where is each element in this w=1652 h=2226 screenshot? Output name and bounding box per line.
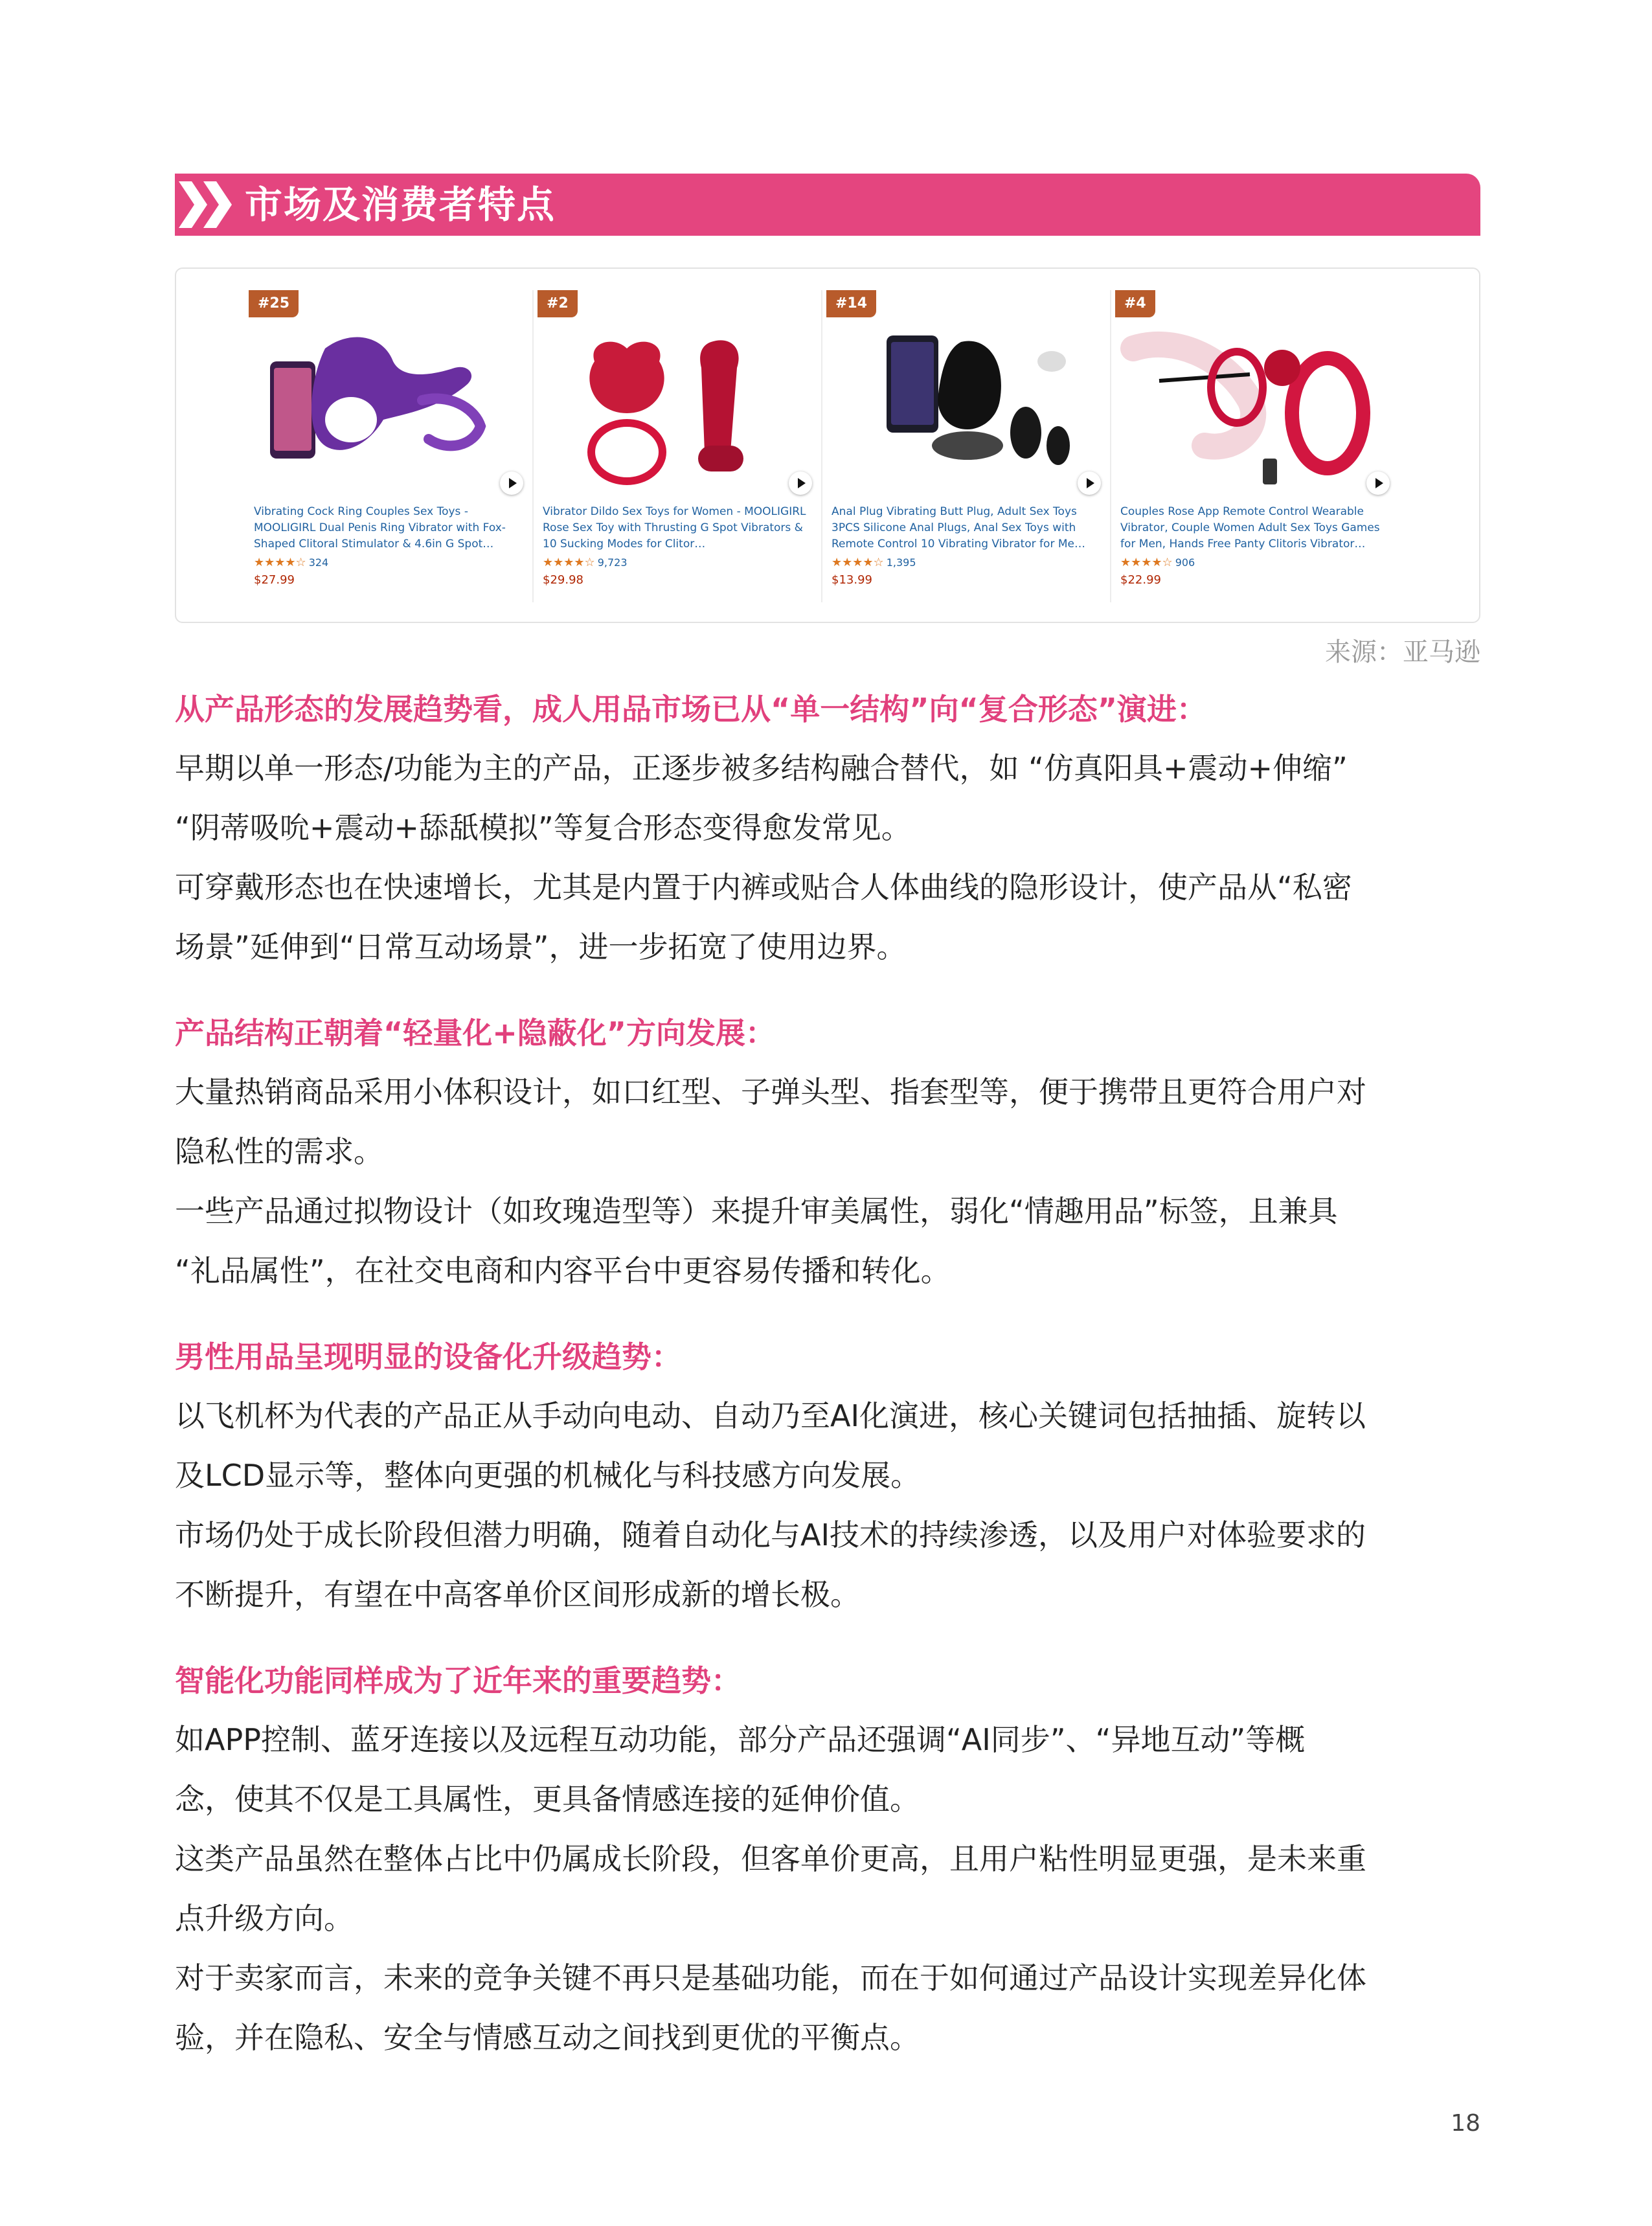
play-button[interactable] xyxy=(1366,471,1390,495)
product-title-link[interactable]: Vibrator Dildo Sex Toys for Women - MOOLIGIRL Rose Sex Toy with Thrusting G Spot Vibrators & 10 Sucking Modes for Clitor… xyxy=(543,505,806,551)
section-heading: 智能化功能同样成为了近年来的重要趋势： xyxy=(175,1663,741,1698)
paragraph-line: “礼品属性”，在社交电商和内容平台中更容易传播和转化。 xyxy=(175,1253,951,1288)
play-button[interactable] xyxy=(1078,471,1101,495)
product-card[interactable] xyxy=(536,290,822,602)
paragraph-line: 对于卖家而言，未来的竞争关键不再只是基础功能，而在于如何通过产品设计实现差异化体 xyxy=(175,1960,1366,1995)
product-title-link[interactable]: Vibrating Cock Ring Couples Sex Toys - MOOLIGIRL Dual Penis Ring Vibrator with Fox-Shaped Clitoral Stimulator & 4.6in G Spot… xyxy=(254,505,506,551)
play-button[interactable] xyxy=(500,471,523,495)
product-title-link[interactable]: Anal Plug Vibrating Butt Plug, Adult Sex Toys 3PCS Silicone Anal Plugs, Anal Sex Toys with Remote Control 10 Vibrating Vibrator for Me… xyxy=(832,505,1085,551)
paragraph-line: 验，并在隐私、安全与情感互动之间找到更优的平衡点。 xyxy=(175,2020,920,2055)
product-card[interactable] xyxy=(1114,290,1399,602)
product-price: $13.99 xyxy=(832,573,872,587)
paragraph-line: 场景”延伸到“日常互动场景”，进一步拓宽了使用边界。 xyxy=(175,929,907,964)
star-rating: ★★★★☆ 9,723 xyxy=(543,556,628,569)
section-smart-features xyxy=(175,1652,1483,2067)
star-rating: ★★★★☆ 1,395 xyxy=(832,556,916,569)
section-product-form xyxy=(175,680,1483,977)
section-heading: 产品结构正朝着“轻量化+隐蔽化”方向发展： xyxy=(175,1016,776,1051)
review-count[interactable]: 324 xyxy=(308,556,329,569)
section-header-bar xyxy=(175,174,1480,236)
paragraph-line: 点升级方向。 xyxy=(175,1901,354,1936)
red-rose-toy-image xyxy=(543,323,815,496)
paragraph-line: 不断提升，有望在中高客单价区间形成新的增长极。 xyxy=(175,1577,860,1612)
black-plug-set-image xyxy=(832,323,1103,496)
section-heading: 男性用品呈现明显的设备化升级趋势： xyxy=(175,1339,681,1374)
chevron-right-icon xyxy=(199,174,241,236)
section-heading: 从产品形态的发展趋势看，成人用品市场已从“单一结构”向“复合形态”演进： xyxy=(175,692,1206,727)
paragraph-line: 可穿戴形态也在快速增长，尤其是内置于内裤或贴合人体曲线的隐形设计，使产品从“私密 xyxy=(175,870,1352,905)
paragraph-line: 如APP控制、蓝牙连接以及远程互动功能，部分产品还强调“AI同步”、“异地互动”等概 xyxy=(175,1722,1306,1757)
paragraph-line: 隐私性的需求。 xyxy=(175,1134,383,1169)
paragraph-line: 这类产品虽然在整体占比中仍属成长阶段，但客单价更高，且用户粘性明显更强，是未来重 xyxy=(175,1841,1366,1876)
paragraph-line: 大量热销商品采用小体积设计，如口红型、子弹头型、指套型等，便于携带且更符合用户对 xyxy=(175,1074,1366,1109)
star-rating: ★★★★☆ 324 xyxy=(254,556,329,569)
red-wearable-ring-image xyxy=(1120,323,1392,496)
product-screenshot-panel xyxy=(175,267,1480,623)
image-source-caption: 来源：亚马逊 xyxy=(1325,637,1480,667)
product-price: $29.98 xyxy=(543,573,583,587)
review-count[interactable]: 906 xyxy=(1175,556,1195,569)
paragraph-line: 念，使其不仅是工具属性，更具备情感连接的延伸价值。 xyxy=(175,1782,920,1817)
product-card[interactable] xyxy=(247,290,534,602)
paragraph-line: 以飞机杯为代表的产品正从手动向电动、自动乃至AI化演进，核心关键词包括抽插、旋转以 xyxy=(175,1398,1366,1433)
rank-badge: #25 xyxy=(249,290,299,317)
review-count[interactable]: 1,395 xyxy=(886,556,916,569)
paragraph-line: “阴蒂吸吮+震动+舔舐模拟”等复合形态变得愈发常见。 xyxy=(175,810,911,845)
product-price: $22.99 xyxy=(1120,573,1161,587)
product-title-link[interactable]: Couples Rose App Remote Control Wearable Vibrator, Couple Women Adult Sex Toys Games for Men, Hands Free Panty Clitoris Vibrator… xyxy=(1120,505,1380,551)
paragraph-line: 市场仍处于成长阶段但潜力明确，随着自动化与AI技术的持续渗透，以及用户对体验要求的 xyxy=(175,1517,1366,1552)
rank-badge: #4 xyxy=(1115,290,1155,317)
paragraph-line: 一些产品通过拟物设计（如玫瑰造型等）来提升审美属性，弱化“情趣用品”标签，且兼具 xyxy=(175,1194,1338,1229)
star-rating: ★★★★☆ 906 xyxy=(1120,556,1195,569)
rank-badge: #14 xyxy=(826,290,876,317)
review-count[interactable]: 9,723 xyxy=(597,556,628,569)
page-title: 市场及消费者特点 xyxy=(245,183,556,227)
paragraph-line: 早期以单一形态/功能为主的产品，正逐步被多结构融合替代，如 “仿真阳具+震动+伸缩” xyxy=(175,751,1348,786)
product-price: $27.99 xyxy=(254,573,295,587)
product-card[interactable] xyxy=(825,290,1111,602)
section-male-products xyxy=(175,1328,1483,1624)
paragraph-line: 及LCD显示等，整体向更强的机械化与科技感方向发展。 xyxy=(175,1458,921,1493)
section-product-structure xyxy=(175,1004,1483,1300)
play-button[interactable] xyxy=(789,471,812,495)
purple-ring-vibrator-image xyxy=(254,323,526,496)
page-number: 18 xyxy=(1451,2110,1480,2137)
rank-badge: #2 xyxy=(537,290,578,317)
